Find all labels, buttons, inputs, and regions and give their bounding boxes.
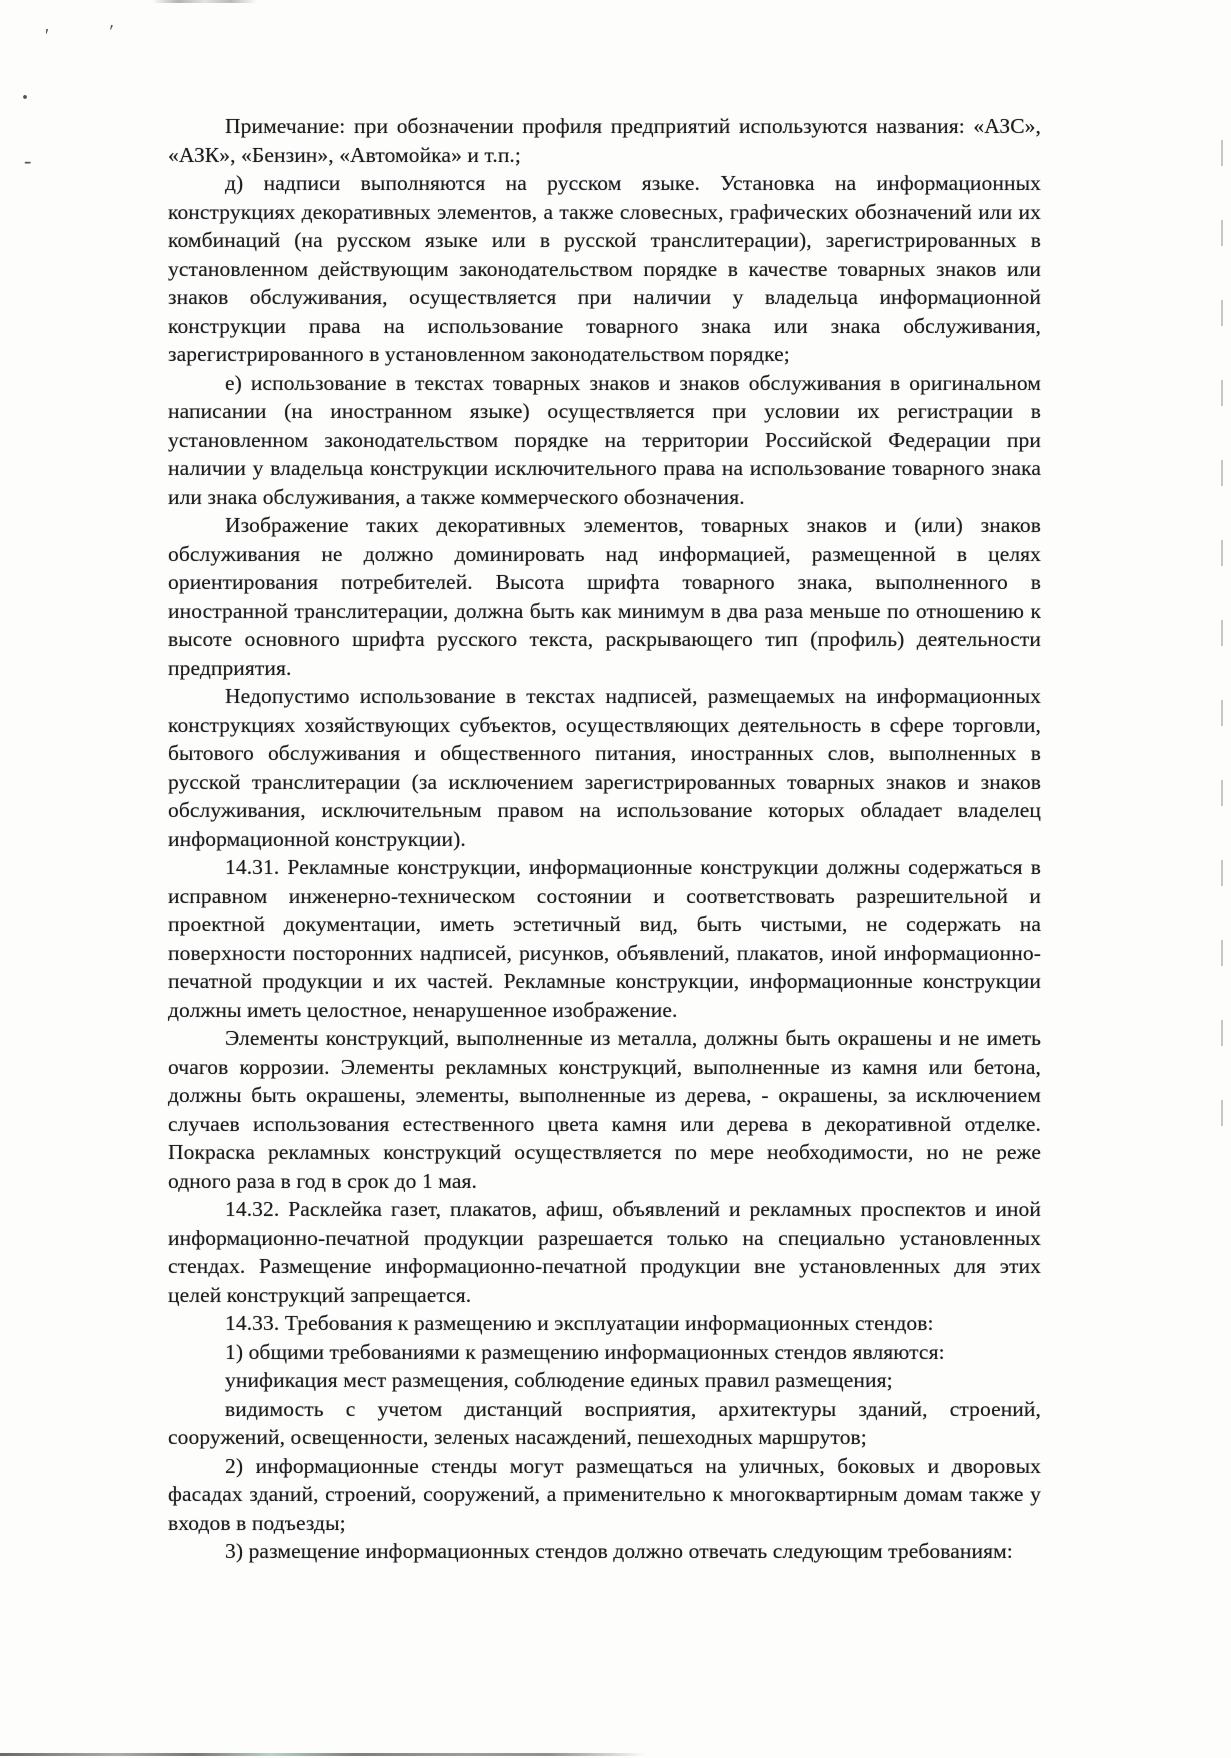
paragraph-14-33-item-3-requirements: 3) размещение информационных стендов должно отвечать следующим требованиям: bbox=[225, 1539, 1013, 1563]
scan-tick-mark: ' bbox=[104, 20, 115, 44]
paragraph-foreign-words-prohibition: Недопустимо использование в текстах надписей, размещаемых на информационных конструкциях хозяйствующих субъектов, осуществляющих деятельность в сфере торговли, бытового обслуживания и общественного питания, иностранных слов, выполненных в русской транслитерации (за исключением зарегистрированных товарных знаков и знаков обслуживания, исключительным правом на использование которых обладает владелец информационной конструкции). bbox=[168, 684, 1041, 851]
paragraph-14-33-item-1-general: 1) общими требованиями к размещению информационных стендов являются: bbox=[225, 1339, 945, 1364]
paragraph-trademark-image-rules: Изображение таких декоративных элементов, товарных знаков и (или) знаков обслуживания не должно доминировать над информацией, размещенной в целях ориентирования потребителей. Высота шрифта товарного знака, выполненного в иностранной транслитерации, должна быть как минимум в два раза меньше по отношению к высоте основного шрифта русского текста, раскрывающего тип (профиль) деятельности предприятия. bbox=[168, 513, 1041, 680]
paragraph-14-32-posting-rules: 14.32. Расклейка газет, плакатов, афиш, объявлений и рекламных проспектов и иной информационно-печатной продукции разрешается только на специально установленных стендах. Размещение информационно-печатной продукции вне установленных для этих целей конструкций запрещается. bbox=[168, 1197, 1041, 1307]
scan-edge-smudge bbox=[152, 0, 257, 3]
paragraph-item-d-russian-language: д) надписи выполняются на русском языке. Установка на информационных конструкциях декоративных элементов, а также словесных, графических обозначений или их комбинаций (на русском языке или в русской транслитерации), зарегистрированных в установленном действующим законодательством порядке в качестве товарных знаков или знаков обслуживания, осуществляется при наличии у владельца информационной конструкции права на использование товарного знака или знака обслуживания, зарегистрированного в установленном законодательством порядке; bbox=[168, 171, 1041, 366]
paragraph-visibility-requirements: видимость с учетом дистанций восприятия, архитектуры зданий, строений, сооружений, освещенности, зеленых насаждений, пешеходных маршрутов; bbox=[168, 1396, 1041, 1449]
paragraph-unification-of-placement: унификация мест размещения, соблюдение единых правил размещения; bbox=[225, 1368, 893, 1392]
paragraph-14-31-maintenance: 14.31. Рекламные конструкции, информационные конструкции должны содержаться в исправном инженерно-техническом состоянии и соответствовать разрешительной и проектной документации, иметь эстетичный вид, быть чистыми, не содержать на поверхности посторонних надписей, рисунков, объявлений, плакатов, иной информационно-печатной продукции и их частей. Рекламные конструкции, информационные конструкции должны иметь целостное, ненарушенное изображение. bbox=[168, 855, 1041, 1022]
scan-dot-mark: . bbox=[22, 79, 28, 105]
paragraph-construction-elements-paint: Элементы конструкций, выполненные из металла, должны быть окрашены и не иметь очагов коррозии. Элементы рекламных конструкций, выполненные из камня или бетона, должны быть окрашены, элементы, выполненные из дерева, - окрашены, за исключением случаев использования естественного цвета камня или дерева в декоративной отделке. Покраска рекламных конструкций осуществляется по мере необходимости, но не реже одного раза в год в срок до 1 мая. bbox=[168, 1026, 1041, 1193]
scan-tick-mark: ' bbox=[41, 24, 50, 48]
scan-edge-line-right bbox=[1221, 140, 1223, 1150]
scan-edge-line-bottom bbox=[0, 1753, 645, 1756]
paragraph-14-33-stand-requirements: 14.33. Требования к размещению и эксплуатации информационных стендов: bbox=[225, 1311, 934, 1335]
paragraph-note-profile-names: Примечание: при обозначении профиля предприятий используются названия: «АЗС», «АЗК», «Бензин», «Автомойка» и т.п.; bbox=[168, 114, 1041, 167]
paragraph-14-33-item-2-facades: 2) информационные стенды могут размещаться на уличных, боковых и дворовых фасадах зданий, строений, сооружений, а применительно к многоквартирным домам также у входов в подъезды; bbox=[168, 1453, 1041, 1535]
paragraph-item-e-original-spelling: е) использование в текстах товарных знаков и знаков обслуживания в оригинальном написании (на иностранном языке) осуществляется при условии их регистрации в установленном законодательством порядке на территории Российской Федерации при наличии у владельца конструкции исключительного права на использование товарного знака или знака обслуживания, а также коммерческого обозначения. bbox=[168, 370, 1041, 509]
scan-dash-mark: - bbox=[24, 148, 32, 173]
document-text-block bbox=[168, 112, 1041, 1566]
